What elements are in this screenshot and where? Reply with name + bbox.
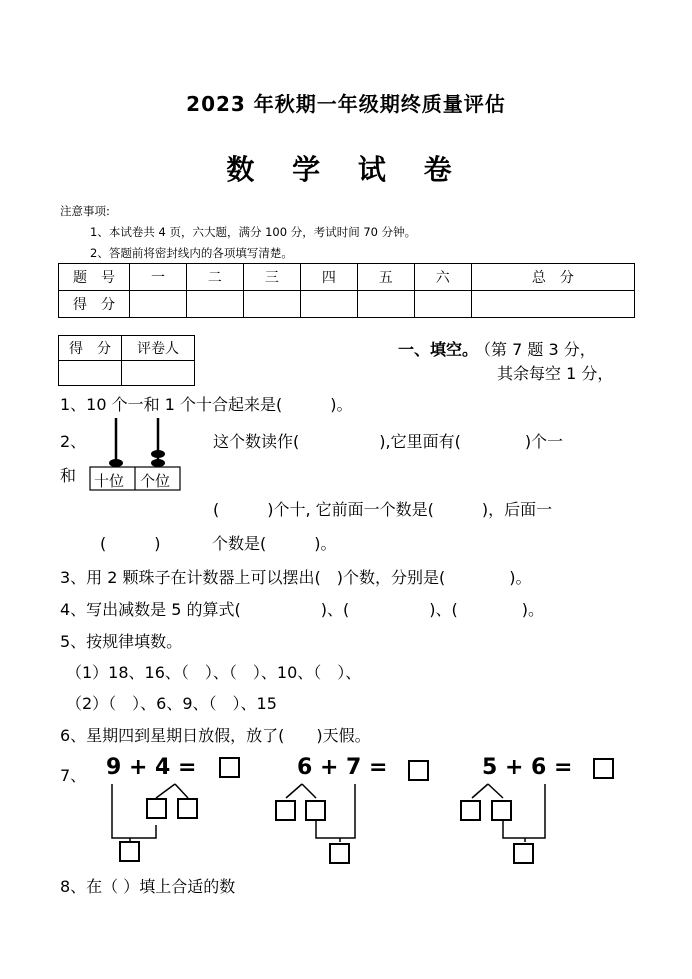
question-5: 5、按规律填数。 <box>60 632 183 651</box>
answer-box[interactable] <box>513 843 534 864</box>
score-table-score-row <box>59 291 635 318</box>
section-note: （第 7 题 3 分， <box>475 340 596 359</box>
answer-box[interactable] <box>146 798 167 819</box>
answer-box[interactable] <box>119 841 140 862</box>
question-1: 1、10 个一和 1 个十合起来是( )。 <box>60 395 353 414</box>
score-cell[interactable] <box>243 291 300 318</box>
score-cell[interactable] <box>357 291 414 318</box>
question-3: 3、用 2 颗珠子在计数器上可以摆出( )个数，分别是( )。 <box>60 568 532 587</box>
question-6: 6、星期四到星期日放假，放了( )天假。 <box>60 726 371 745</box>
score-header-cell: 二 <box>186 264 243 291</box>
answer-box[interactable] <box>177 798 198 819</box>
tens-bead <box>109 459 123 467</box>
score-cell[interactable] <box>130 291 187 318</box>
score-table-header-row <box>59 264 635 291</box>
question-2-he: 和 <box>60 466 77 485</box>
score-header-cell: 题 号 <box>59 264 130 291</box>
answer-box[interactable] <box>593 758 614 779</box>
score-header-cell: 六 <box>414 264 471 291</box>
question-2-blank: ( ) <box>100 534 161 553</box>
question-2-part-b: ( )个十, 它前面一个数是( )，后面一 <box>213 500 553 519</box>
grader-header-score: 得 分 <box>59 336 122 361</box>
score-cell[interactable] <box>300 291 357 318</box>
equation-1: 9 + 4 = <box>106 755 197 780</box>
equation-3: 5 + 6 = <box>482 755 573 780</box>
notes-heading: 注意事项: <box>60 204 110 218</box>
note-item: 2、答题前将密封线内的各项填写清楚。 <box>90 246 293 260</box>
answer-box[interactable] <box>491 800 512 821</box>
question-2-part-a: 这个数读作( ),它里面有( )个一 <box>213 432 564 451</box>
ones-bead <box>151 450 165 458</box>
score-cell[interactable] <box>414 291 471 318</box>
abacus-tens-label: 十位 <box>94 472 125 490</box>
grader-table <box>58 335 195 386</box>
question-4: 4、写出减数是 5 的算式( )、( )、( )。 <box>60 600 544 619</box>
answer-box[interactable] <box>219 757 240 778</box>
score-table <box>58 263 635 318</box>
equation-2: 6 + 7 = <box>297 755 388 780</box>
section-note: 其余每空 1 分， <box>497 364 614 383</box>
note-item: 1、本试卷共 4 页，六大题，满分 100 分，考试时间 70 分钟。 <box>90 225 417 239</box>
score-cell[interactable] <box>186 291 243 318</box>
answer-box[interactable] <box>460 800 481 821</box>
split-diagram-1 <box>100 780 210 870</box>
subject-title: 数 学 试 卷 <box>226 153 466 186</box>
answer-box[interactable] <box>305 800 326 821</box>
ones-bead <box>151 459 165 467</box>
grader-score-cell[interactable] <box>59 361 122 386</box>
answer-box[interactable] <box>329 843 350 864</box>
split-diagram-3 <box>455 780 565 870</box>
score-cell[interactable] <box>471 291 634 318</box>
grader-reviewer-cell[interactable] <box>122 361 195 386</box>
abacus-ones-label: 个位 <box>140 472 171 490</box>
question-5-2: （2）（ ）、6、9、（ ）、15 <box>66 694 277 713</box>
question-7: 7、 <box>60 766 87 785</box>
section-title: 一、填空。 <box>398 340 479 359</box>
question-8: 8、在（ ）填上合适的数 <box>60 877 236 896</box>
split-diagram-2 <box>270 780 380 870</box>
score-header-cell: 四 <box>300 264 357 291</box>
answer-box[interactable] <box>408 760 429 781</box>
question-5-1: （1）18、16、（ ）、（ ）、10、（ ）、 <box>66 663 362 682</box>
question-2-number: 2、 <box>60 432 87 451</box>
score-header-cell: 总 分 <box>471 264 634 291</box>
grader-header-reviewer: 评卷人 <box>122 336 195 361</box>
score-header-cell: 三 <box>243 264 300 291</box>
question-2-part-c: 个数是( )。 <box>212 534 337 553</box>
score-header-cell: 一 <box>130 264 187 291</box>
score-row-label: 得 分 <box>59 291 130 318</box>
score-header-cell: 五 <box>357 264 414 291</box>
answer-box[interactable] <box>275 800 296 821</box>
exam-title: 2023 年秋期一年级期终质量评估 <box>186 92 506 116</box>
